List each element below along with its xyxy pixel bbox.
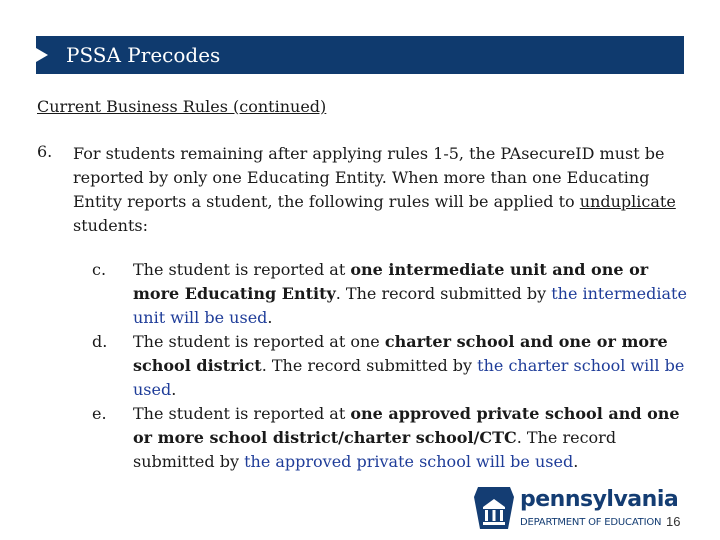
- rule-text: For students remaining after applying rules 1-5, the PAsecureID must be reported by only one Educating Entity. When more than one Educating Entity reports a student, the following rules will be applied to unduplicate students:: [73, 144, 676, 235]
- subrule-text-c: The student is reported at one intermediate unit and one or more Educating Entity. The record submitted by the intermediate unit will be used.: [133, 260, 687, 327]
- rule-number: 6.: [37, 142, 53, 161]
- subrule-text-d: The student is reported at one charter school and one or more school district. The record submitted by the charter school will be used.: [133, 332, 685, 399]
- subrule-label-c: c.: [92, 260, 107, 279]
- slide-title: PSSA Precodes: [66, 43, 221, 67]
- logo-department: DEPARTMENT OF EDUCATION: [520, 517, 662, 528]
- subrule-text-e: The student is reported at one approved private school and one or more school district/charter school/CTC. The record submitted by the approved private school will be used.: [133, 404, 680, 471]
- section-heading: Current Business Rules (continued): [37, 97, 327, 116]
- logo-wordmark: pennsylvania: [520, 487, 679, 512]
- keystone-icon: [474, 485, 514, 531]
- subrule-label-d: d.: [92, 332, 108, 351]
- arrow-icon: [36, 48, 48, 62]
- title-banner: [36, 36, 684, 74]
- page-number: 16: [666, 514, 681, 529]
- subrule-label-e: e.: [92, 404, 107, 423]
